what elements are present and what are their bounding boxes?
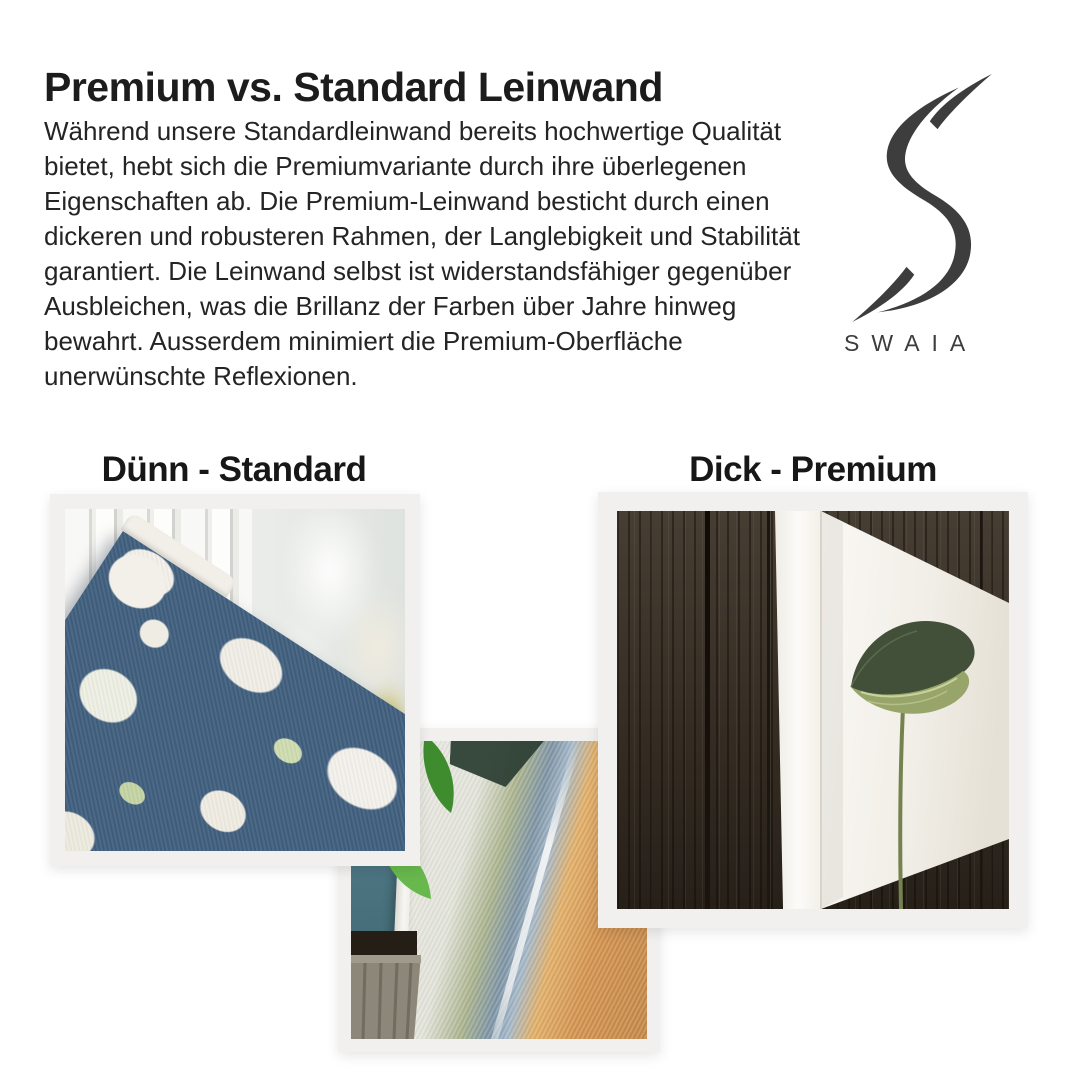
standard-card [50, 494, 420, 866]
premium-label: Dick - Premium [689, 450, 937, 489]
plant-leaf [423, 741, 453, 813]
canvas-thick-side-edge [775, 511, 821, 909]
swaia-wordmark: SWAIA [844, 330, 978, 356]
plant-soil [351, 931, 417, 959]
standard-photo [65, 509, 405, 851]
swaia-logo [838, 72, 1008, 364]
premium-photo [617, 511, 1009, 909]
page-title: Premium vs. Standard Leinwand [44, 64, 663, 110]
intro-text: Während unsere Standardleinwand bereits hochwertige Qualität bietet, hebt sich die Premiumvariante durch ihre überlegenen Eigenschaften ab. Die Premium-Leinwand besticht durch einen dickeren und robusteren Rahmen, der Langlebigkeit und Stabilität garantiert. Die Leinwand selbst ist widerstandsfähiger gegenüber Ausbleichen, was die Brillanz der Farben über Jahre hinweg bewahrt. Ausserdem minimiert die Premium-Oberfläche unerwünschte Reflexionen. [44, 116, 800, 391]
swaia-s-logo-icon [838, 72, 1006, 324]
thick-leaf-canvas-illustration [617, 511, 1009, 909]
premium-card [598, 492, 1028, 928]
standard-label: Dünn - Standard [101, 450, 367, 489]
